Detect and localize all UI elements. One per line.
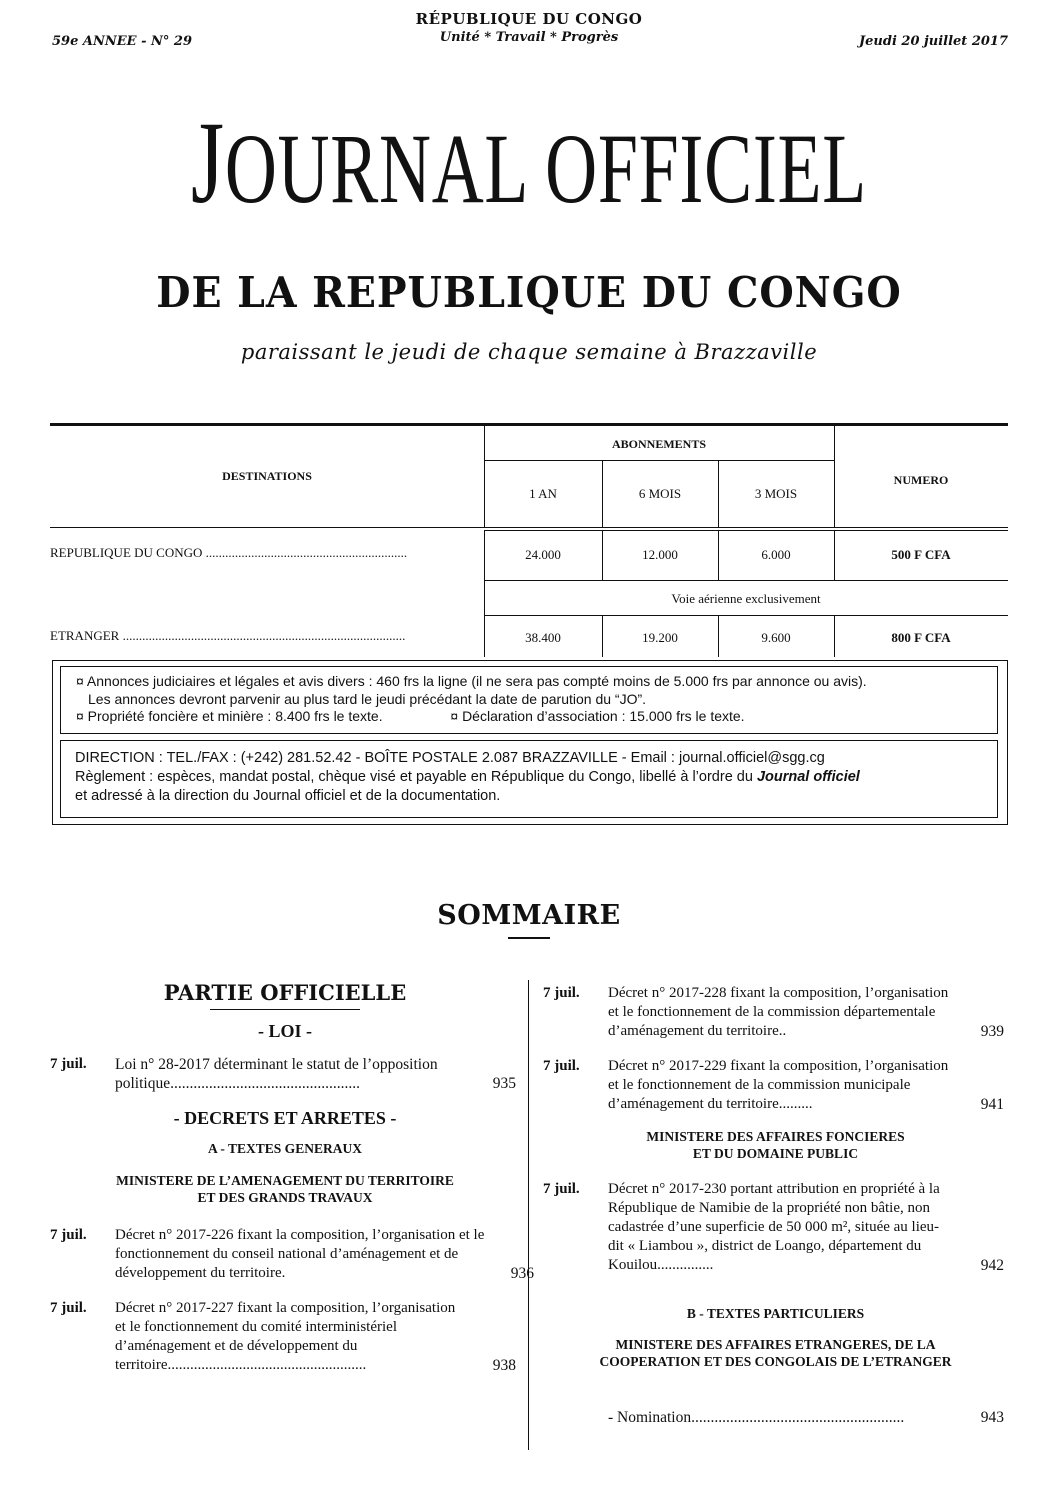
sommaire-entry[interactable] [543, 1408, 1008, 1427]
sommaire-right-column [543, 984, 1008, 1427]
numero-header: NUMERO [893, 473, 949, 487]
direction-address: et adressé à la direction du Journal officiel et de la documentation. [75, 788, 501, 804]
header-bottom-rule-2 [484, 530, 1008, 531]
entry-page: 938 [492, 1357, 516, 1374]
entry-date: 7 juil. [50, 1300, 87, 1316]
national-motto: Unité * Travail * Progrès [439, 30, 619, 45]
price-cell: 9.600 [761, 630, 791, 645]
notice-fonciere: ¤ Propriété foncière et minière : 8.400 frs le texte. [76, 708, 383, 724]
column-divider [528, 980, 529, 1450]
entry-page: 942 [980, 1257, 1004, 1274]
entry-text: - Nomination....................................................... [608, 1409, 905, 1426]
sommaire-entry[interactable] [50, 1226, 534, 1283]
entry-page: 943 [980, 1409, 1004, 1426]
reglement-journal: Journal officiel [756, 769, 860, 785]
journal-title-initial: J [191, 97, 225, 228]
entry-date: 7 juil. [50, 1227, 87, 1243]
notice-association: ¤ Déclaration d’association : 15.000 frs le texte. [450, 708, 745, 724]
entry-date: 7 juil. [543, 985, 580, 1001]
sommaire-rule [508, 937, 550, 939]
sommaire-left-column [50, 980, 534, 1375]
destination-etranger: ETRANGER ....................................................................................... [50, 628, 406, 643]
ministry-heading: COOPERATION ET DES CONGOLAIS DE L’ETRANGER [599, 1354, 952, 1369]
entry-date: 7 juil. [543, 1058, 580, 1074]
air-note-rule [484, 615, 1008, 616]
entry-date: 7 juil. [50, 1056, 87, 1072]
sommaire-entry[interactable] [543, 984, 1008, 1041]
destinations-header: DESTINATIONS [222, 469, 312, 483]
entry-text: Décret n° 2017-229 fixant la composition, l’organisation et le fonctionnement de la commission municipale d’aménagement du territoire......... [608, 1058, 949, 1112]
journal-title [148, 97, 910, 228]
decrets-heading: - DECRETS ET ARRETES - [173, 1108, 397, 1128]
edition-number: 59e ANNEE - N° 29 [52, 34, 193, 49]
entry-text: Décret n° 2017-226 fixant la composition, l’organisation et le fonctionnement du conseil national d’aménagement et de développement du territoire. [115, 1227, 485, 1281]
header-bottom-rule [50, 527, 1008, 528]
entry-date: 7 juil. [543, 1181, 580, 1197]
partie-officielle-heading: PARTIE OFFICIELLE [163, 980, 407, 1005]
period-header: 3 MOIS [754, 486, 798, 501]
ministry-heading: MINISTERE DES AFFAIRES FONCIERES [646, 1129, 905, 1144]
destination-congo: REPUBLIQUE DU CONGO .............................................................. [50, 545, 408, 560]
sommaire-entry[interactable] [50, 1055, 520, 1093]
b-textes-particuliers-heading: B - TEXTES PARTICULIERS [686, 1306, 865, 1321]
numero-price: 500 F CFA [891, 547, 951, 562]
price-cell: 19.200 [642, 630, 678, 645]
period-header: 1 AN [529, 486, 557, 501]
table-top-rule [50, 423, 1008, 426]
entry-page: 939 [980, 1023, 1004, 1040]
journal-tagline: paraissant le jeudi de chaque semaine à Brazzaville [240, 340, 818, 364]
notice-line [76, 708, 997, 726]
sommaire-title: SOMMAIRE [437, 900, 621, 931]
partie-rule [210, 1009, 360, 1010]
numero-price: 800 F CFA [891, 630, 951, 645]
entry-page: 941 [980, 1096, 1004, 1113]
reglement-text: Règlement : espèces, mandat postal, chèque visé et payable en République du Congo, libellé à l’ordre du [75, 769, 757, 785]
issue-date: Jeudi 20 juillet 2017 [859, 34, 1008, 49]
entry-page: 935 [492, 1075, 516, 1092]
sommaire-entry[interactable] [543, 1180, 1008, 1275]
direction-reglement [75, 768, 997, 787]
ministry-heading: MINISTERE DE L’AMENAGEMENT DU TERRITOIRE [116, 1173, 454, 1188]
price-cell: 24.000 [525, 547, 561, 562]
entry-text: Décret n° 2017-227 fixant la composition, l’organisation et le fonctionnement du comité interministériel d’aménagement et de développement du territoire..................................................... [115, 1300, 456, 1373]
subscription-table [50, 423, 1008, 657]
abonnements-rule [484, 460, 834, 461]
sommaire-entry[interactable] [543, 1057, 1008, 1114]
period-header: 6 MOIS [638, 486, 682, 501]
direction-contact: DIRECTION : TEL./FAX : (+242) 281.52.42 - BOÎTE POSTALE 2.087 BRAZZAVILLE - Email : journal.officiel@sgg.cg [75, 750, 825, 766]
journal-title-rest: OURNAL OFFICIEL [224, 113, 867, 224]
entry-text: Loi n° 28-2017 déterminant le statut de l’opposition politique................................................. [115, 1056, 438, 1092]
masthead-top [0, 10, 1058, 45]
price-cell: 6.000 [761, 547, 791, 562]
a-textes-generaux-heading: A - TEXTES GENERAUX [208, 1141, 362, 1156]
journal-subtitle: DE LA REPUBLIQUE DU CONGO [156, 268, 902, 317]
price-cell: 38.400 [525, 630, 561, 645]
entry-page: 936 [510, 1265, 534, 1282]
sommaire-entry[interactable] [50, 1299, 520, 1375]
republic-name: RÉPUBLIQUE DU CONGO [415, 10, 643, 28]
entry-text: Décret n° 2017-230 portant attribution en propriété à la République de Namibie de la propriété non bâtie, non cadastrée d’une superficie de 50 000 m², située au lieu-dit « Liambou », district de Loango, département du Kouilou............... [608, 1181, 940, 1273]
row1-bottom-rule [484, 580, 1008, 581]
notice-box [60, 666, 998, 734]
entry-text: Décret n° 2017-228 fixant la composition, l’organisation et le fonctionnement de la commission départementale d’aménagement du territoire.. [608, 985, 949, 1039]
notice-line: Les annonces devront parvenir au plus tard le jeudi précédant la date de parution du “JO”. [88, 690, 647, 707]
direction-box [60, 740, 998, 818]
abonnements-header: ABONNEMENTS [611, 437, 706, 451]
notice-line: ¤ Annonces judiciaires et légales et avis divers : 460 frs la ligne (il ne sera pas compté moins de 5.000 frs par annonce ou avis). [76, 673, 867, 689]
air-note: Voie aérienne exclusivement [671, 591, 821, 606]
ministry-heading: ET DES GRANDS TRAVAUX [197, 1190, 373, 1205]
loi-heading: - LOI - [258, 1021, 312, 1041]
ministry-heading: MINISTERE DES AFFAIRES ETRANGERES, DE LA [615, 1337, 936, 1352]
price-cell: 12.000 [642, 547, 678, 562]
ministry-heading: ET DU DOMAINE PUBLIC [692, 1146, 859, 1161]
